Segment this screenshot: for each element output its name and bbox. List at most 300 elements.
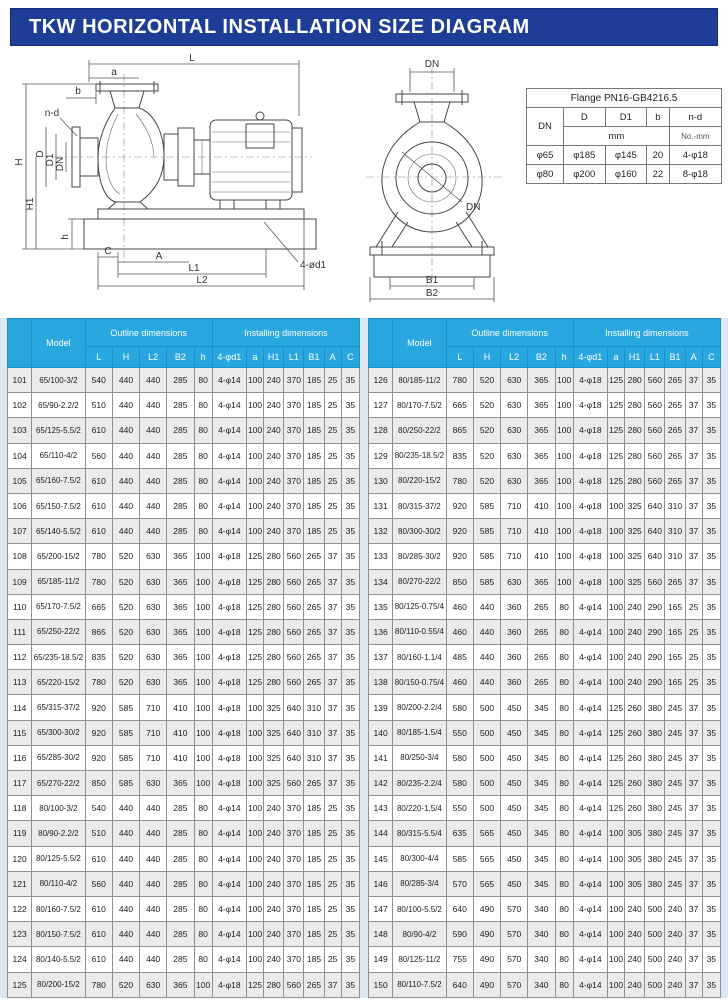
table-row (8, 594, 360, 619)
dimension-cell: 80 (194, 519, 212, 544)
dimension-cell: 460 (446, 619, 473, 644)
dimension-cell: 550 (446, 720, 473, 745)
dimension-cell: 285 (167, 393, 194, 418)
table-row (8, 418, 360, 443)
dimension-cell: 920 (85, 745, 112, 770)
model-cell: 80/110-0.55/4 (393, 619, 446, 644)
dimension-cell: 25 (324, 871, 341, 896)
dimension-cell: 345 (528, 846, 555, 871)
table-row (8, 720, 360, 745)
dimension-cell: 37 (324, 695, 341, 720)
dimension-cell: 520 (112, 645, 139, 670)
table-row (369, 468, 721, 493)
dimension-cell: 285 (167, 519, 194, 544)
dimension-cell: 37 (685, 846, 702, 871)
model-cell: 80/100-5.5/2 (393, 896, 446, 921)
dimension-cell: 440 (112, 796, 139, 821)
dimension-cell: 560 (645, 393, 665, 418)
model-cell: 65/110-4/2 (32, 443, 85, 468)
dimension-cell: 370 (284, 519, 304, 544)
dimension-cell: 380 (645, 821, 665, 846)
row-number-cell: 113 (8, 670, 32, 695)
dimension-cell: 520 (112, 594, 139, 619)
row-number-cell: 101 (8, 368, 32, 393)
dimension-cell: 4-φ14 (573, 846, 607, 871)
flange-cell: φ80 (527, 165, 564, 184)
dimension-cell: 310 (665, 519, 685, 544)
dimension-cell: 325 (264, 720, 284, 745)
dimension-cell: 440 (140, 368, 167, 393)
dimension-cell: 25 (324, 947, 341, 972)
dimension-cell: 365 (167, 645, 194, 670)
dimension-cell: 640 (284, 745, 304, 770)
row-number-header (369, 319, 393, 368)
dimension-cell: 520 (473, 468, 500, 493)
dimension-cell: 35 (702, 619, 720, 644)
dimension-cell: 37 (685, 821, 702, 846)
dimension-cell: 500 (645, 896, 665, 921)
model-cell: 80/235-2.2/4 (393, 771, 446, 796)
dimension-cell: 100 (607, 544, 624, 569)
dimension-cell: 640 (446, 972, 473, 998)
flange-cell: φ200 (564, 165, 606, 184)
dimension-cell: 80 (194, 871, 212, 896)
dimension-cell: 305 (625, 821, 645, 846)
dimension-cell: 100 (194, 720, 212, 745)
dimension-cell: 35 (341, 972, 359, 998)
dimension-cell: 35 (341, 821, 359, 846)
table-row (8, 468, 360, 493)
dimension-cell: 35 (341, 670, 359, 695)
row-number-cell: 130 (369, 468, 393, 493)
dimension-cell: 610 (85, 896, 112, 921)
dim-label-h: h (60, 234, 71, 240)
table-row (369, 368, 721, 393)
dimension-cell: 410 (167, 745, 194, 770)
dimension-cell: 360 (501, 619, 528, 644)
dimension-cell: 245 (665, 821, 685, 846)
dimension-cell: 80 (194, 393, 212, 418)
flange-unit-nd: No.-mm (669, 127, 721, 146)
model-cell: 65/185-11/2 (32, 569, 85, 594)
dimension-cell: 35 (341, 720, 359, 745)
model-cell: 65/200-15/2 (32, 544, 85, 569)
model-cell: 80/170-7.5/2 (393, 393, 446, 418)
dimension-cell: 37 (685, 745, 702, 770)
dimension-cell: 100 (194, 745, 212, 770)
dimension-cell: 35 (702, 368, 720, 393)
dimension-cell: 100 (246, 368, 263, 393)
dimension-cell: 35 (341, 771, 359, 796)
table-row (8, 695, 360, 720)
flange-cell: φ185 (564, 146, 606, 165)
dimension-cell: 4-φ14 (212, 519, 246, 544)
dimension-cell: 185 (304, 821, 324, 846)
table-row (369, 493, 721, 518)
dimension-cell: 325 (625, 569, 645, 594)
dimension-cell: 365 (528, 418, 555, 443)
dimension-cell: 285 (167, 493, 194, 518)
dimension-cell: 440 (112, 493, 139, 518)
dimension-cell: 37 (324, 720, 341, 745)
dimension-cell: 305 (625, 871, 645, 896)
row-number-cell: 131 (369, 493, 393, 518)
dimension-cell: 100 (246, 796, 263, 821)
dimension-cell: 80 (555, 594, 573, 619)
dimension-cell: 640 (446, 896, 473, 921)
dimension-cell: 240 (264, 922, 284, 947)
dimension-cell: 370 (284, 871, 304, 896)
dimension-cell: 260 (625, 796, 645, 821)
dim-label-a: a (111, 67, 117, 78)
dimension-cell: 100 (607, 645, 624, 670)
dimension-cell: 4-φ18 (212, 619, 246, 644)
model-cell: 65/220-15/2 (32, 670, 85, 695)
table-row (369, 771, 721, 796)
flange-cell: φ160 (605, 165, 647, 184)
dimension-cell: 100 (607, 619, 624, 644)
col-H: H (473, 347, 500, 368)
dimension-cell: 345 (528, 720, 555, 745)
dimension-cell: 125 (607, 443, 624, 468)
dimension-cell: 440 (140, 896, 167, 921)
dimension-cell: 460 (446, 670, 473, 695)
dimension-cell: 450 (501, 796, 528, 821)
flange-cell: 4-φ18 (669, 146, 721, 165)
dimension-cell: 365 (528, 443, 555, 468)
col-L1: L1 (645, 347, 665, 368)
dimension-cell: 380 (645, 796, 665, 821)
dimension-cell: 410 (167, 695, 194, 720)
dimension-cell: 100 (194, 619, 212, 644)
dimension-cell: 37 (685, 544, 702, 569)
col-h: h (194, 347, 212, 368)
dimension-cell: 37 (685, 443, 702, 468)
dimension-cell: 37 (324, 972, 341, 998)
table-row (8, 972, 360, 998)
dimension-cell: 440 (112, 922, 139, 947)
col-B1: B1 (665, 347, 685, 368)
dimension-cell: 35 (341, 922, 359, 947)
dimension-cell: 37 (685, 695, 702, 720)
dimension-cell: 35 (341, 796, 359, 821)
row-number-cell: 114 (8, 695, 32, 720)
dimension-cell: 25 (324, 368, 341, 393)
flange-cell: φ145 (605, 146, 647, 165)
dimension-cell: 4-φ14 (573, 720, 607, 745)
dimension-cell: 125 (607, 745, 624, 770)
table-row (8, 393, 360, 418)
flange-col-d1: D1 (605, 108, 647, 127)
dimension-cell: 560 (284, 771, 304, 796)
dimension-cell: 4-φ14 (212, 443, 246, 468)
model-cell: 80/300-4/4 (393, 846, 446, 871)
dimension-cell: 100 (194, 695, 212, 720)
dimension-cell: 630 (140, 645, 167, 670)
dimension-cell: 570 (501, 947, 528, 972)
dimension-cell: 285 (167, 896, 194, 921)
dimension-cell: 490 (473, 896, 500, 921)
dimension-cell: 80 (555, 871, 573, 896)
dimension-cell: 240 (625, 619, 645, 644)
dimension-cell: 240 (665, 947, 685, 972)
dimension-cell: 100 (555, 368, 573, 393)
dimension-cell: 125 (246, 544, 263, 569)
dimension-cell: 37 (324, 771, 341, 796)
dimension-cell: 280 (264, 569, 284, 594)
dimension-cell: 240 (264, 947, 284, 972)
dimension-cell: 710 (140, 695, 167, 720)
table-row (8, 796, 360, 821)
dimension-cell: 365 (167, 619, 194, 644)
dimension-cell: 35 (341, 871, 359, 896)
dimension-cell: 500 (473, 720, 500, 745)
dimension-cell: 100 (555, 569, 573, 594)
dimension-cell: 80 (194, 821, 212, 846)
table-row (8, 619, 360, 644)
dimension-cell: 35 (341, 619, 359, 644)
dimension-cell: 440 (112, 846, 139, 871)
dimension-cell: 4-φ14 (573, 796, 607, 821)
dimension-cell: 265 (304, 594, 324, 619)
dimension-cell: 4-φ14 (212, 418, 246, 443)
dimension-cell: 35 (341, 896, 359, 921)
model-cell: 80/160-1.1/4 (393, 645, 446, 670)
model-cell: 80/90-4/2 (393, 922, 446, 947)
table-row (8, 368, 360, 393)
dimension-cell: 240 (665, 922, 685, 947)
dimension-cell: 100 (246, 493, 263, 518)
dimension-cell: 310 (304, 745, 324, 770)
flange-col-dn: DN (527, 108, 564, 146)
dimension-cell: 305 (625, 846, 645, 871)
dimension-cell: 520 (473, 368, 500, 393)
col-C: C (702, 347, 720, 368)
dimension-cell: 370 (284, 368, 304, 393)
dimension-cell: 100 (607, 896, 624, 921)
dim-label-C: C (104, 246, 112, 257)
dimension-cell: 370 (284, 896, 304, 921)
row-number-cell: 136 (369, 619, 393, 644)
dimension-cell: 560 (645, 443, 665, 468)
model-cell: 80/250-3/4 (393, 745, 446, 770)
dimension-cell: 345 (528, 796, 555, 821)
dimension-cell: 260 (625, 771, 645, 796)
model-cell: 65/235-18.5/2 (32, 645, 85, 670)
dimension-cell: 4-φ14 (573, 594, 607, 619)
dimension-cell: 245 (665, 771, 685, 796)
dim-label-nd: n-d (44, 108, 60, 119)
table-row (369, 846, 721, 871)
dimension-cell: 280 (264, 645, 284, 670)
table-row (8, 922, 360, 947)
dimension-cell: 4-φ14 (212, 368, 246, 393)
dimension-cell: 4-φ14 (573, 871, 607, 896)
size-table-right (368, 318, 721, 998)
row-number-cell: 129 (369, 443, 393, 468)
table-row (8, 896, 360, 921)
dimension-cell: 340 (528, 972, 555, 998)
row-number-cell: 111 (8, 619, 32, 644)
row-number-cell: 122 (8, 896, 32, 921)
dimension-cell: 37 (685, 368, 702, 393)
dimension-cell: 240 (625, 645, 645, 670)
size-table-section (0, 318, 728, 998)
dimension-cell: 4-φ14 (573, 745, 607, 770)
dimension-cell: 4-φ14 (212, 922, 246, 947)
dimension-cell: 37 (685, 771, 702, 796)
dimension-cell: 4-φ14 (573, 695, 607, 720)
dimension-cell: 100 (246, 695, 263, 720)
model-cell: 80/150-0.75/4 (393, 670, 446, 695)
dimension-cell: 440 (140, 922, 167, 947)
col-A: A (685, 347, 702, 368)
dimension-cell: 370 (284, 418, 304, 443)
dimension-cell: 570 (501, 922, 528, 947)
table-row (369, 418, 721, 443)
dimension-cell: 4-φ18 (212, 670, 246, 695)
dimension-cell: 440 (112, 468, 139, 493)
dimension-cell: 125 (246, 619, 263, 644)
row-number-cell: 145 (369, 846, 393, 871)
dimension-cell: 185 (304, 493, 324, 518)
dimension-cell: 710 (140, 745, 167, 770)
dimension-cell: 125 (607, 771, 624, 796)
dimension-cell: 585 (473, 519, 500, 544)
dimension-cell: 560 (284, 594, 304, 619)
table-row (369, 972, 721, 998)
dimension-cell: 610 (85, 493, 112, 518)
table-row (369, 594, 721, 619)
dimension-cell: 280 (625, 393, 645, 418)
dimension-cell: 125 (246, 972, 263, 998)
dimension-cell: 630 (140, 569, 167, 594)
dimension-cell: 4-φ18 (212, 569, 246, 594)
dimension-cell: 4-φ18 (212, 720, 246, 745)
dimension-cell: 240 (264, 821, 284, 846)
dimension-cell: 37 (685, 947, 702, 972)
dimension-cell: 325 (264, 695, 284, 720)
dimension-cell: 37 (685, 972, 702, 998)
dimension-cell: 290 (645, 645, 665, 670)
row-number-cell: 147 (369, 896, 393, 921)
dimension-cell: 100 (555, 468, 573, 493)
dimension-cell: 35 (702, 519, 720, 544)
dimension-cell: 265 (528, 645, 555, 670)
dimension-cell: 500 (645, 972, 665, 998)
dimension-cell: 35 (702, 720, 720, 745)
dimension-cell: 4-φ14 (212, 896, 246, 921)
model-cell: 65/150-7.5/2 (32, 493, 85, 518)
dimension-cell: 37 (324, 670, 341, 695)
model-cell: 80/100-3/2 (32, 796, 85, 821)
dimension-cell: 310 (304, 720, 324, 745)
dimension-cell: 265 (304, 645, 324, 670)
dimension-cell: 640 (645, 544, 665, 569)
model-cell: 65/125-5.5/2 (32, 418, 85, 443)
dimension-cell: 280 (625, 443, 645, 468)
col-L2: L2 (501, 347, 528, 368)
row-number-cell: 121 (8, 871, 32, 896)
dimension-cell: 440 (473, 645, 500, 670)
model-cell: 65/90-2.2/2 (32, 393, 85, 418)
model-cell: 65/250-22/2 (32, 619, 85, 644)
dimension-cell: 380 (645, 846, 665, 871)
dimension-cell: 25 (685, 645, 702, 670)
dimension-cell: 37 (685, 871, 702, 896)
row-number-cell: 148 (369, 922, 393, 947)
dim-label-DN-side: DN (466, 202, 481, 213)
dimension-cell: 100 (555, 418, 573, 443)
dimension-cell: 380 (645, 745, 665, 770)
dimension-cell: 540 (85, 796, 112, 821)
dimension-cell: 240 (264, 846, 284, 871)
dimension-cell: 125 (246, 645, 263, 670)
dimension-cell: 100 (555, 544, 573, 569)
dimension-cell: 100 (246, 418, 263, 443)
dimension-cell: 80 (555, 670, 573, 695)
row-number-cell: 134 (369, 569, 393, 594)
model-cell: 80/250-22/2 (393, 418, 446, 443)
dimension-cell: 285 (167, 443, 194, 468)
dimension-cell: 37 (324, 745, 341, 770)
row-number-cell: 126 (369, 368, 393, 393)
dimension-cell: 240 (264, 896, 284, 921)
dimension-cell: 35 (702, 670, 720, 695)
dimension-cell: 80 (555, 619, 573, 644)
dimension-cell: 80 (555, 821, 573, 846)
dimension-cell: 370 (284, 846, 304, 871)
dimension-cell: 640 (284, 720, 304, 745)
dimension-cell: 100 (607, 594, 624, 619)
dimension-cell: 80 (555, 695, 573, 720)
dimension-cell: 280 (625, 368, 645, 393)
dimension-cell: 490 (473, 947, 500, 972)
dimension-cell: 630 (140, 972, 167, 998)
row-number-cell: 119 (8, 821, 32, 846)
dimension-cell: 4-φ18 (573, 443, 607, 468)
dimension-cell: 35 (341, 368, 359, 393)
dimension-cell: 185 (304, 418, 324, 443)
dimension-cell: 185 (304, 947, 324, 972)
table-row (8, 670, 360, 695)
dimension-cell: 80 (555, 896, 573, 921)
model-cell: 80/220-15/2 (393, 468, 446, 493)
dimension-cell: 185 (304, 871, 324, 896)
dimension-cell: 265 (665, 368, 685, 393)
dimension-cell: 780 (446, 368, 473, 393)
dimension-cell: 240 (264, 796, 284, 821)
dim-label-DN: DN (55, 156, 66, 172)
dimension-cell: 25 (324, 443, 341, 468)
dimension-cell: 440 (112, 519, 139, 544)
col-B2: B2 (528, 347, 555, 368)
model-cell: 80/185-1.5/4 (393, 720, 446, 745)
dimension-cell: 520 (473, 418, 500, 443)
model-cell: 65/300-30/2 (32, 720, 85, 745)
dimension-cell: 4-φ18 (212, 645, 246, 670)
dimension-cell: 440 (140, 519, 167, 544)
dimension-cell: 520 (112, 670, 139, 695)
dimension-cell: 100 (246, 519, 263, 544)
row-number-cell: 105 (8, 468, 32, 493)
dimension-cell: 35 (341, 695, 359, 720)
diagram-section (0, 50, 728, 308)
dimension-cell: 240 (625, 594, 645, 619)
dimension-cell: 440 (140, 493, 167, 518)
model-cell: 80/200-15/2 (32, 972, 85, 998)
size-table-left (7, 318, 360, 998)
